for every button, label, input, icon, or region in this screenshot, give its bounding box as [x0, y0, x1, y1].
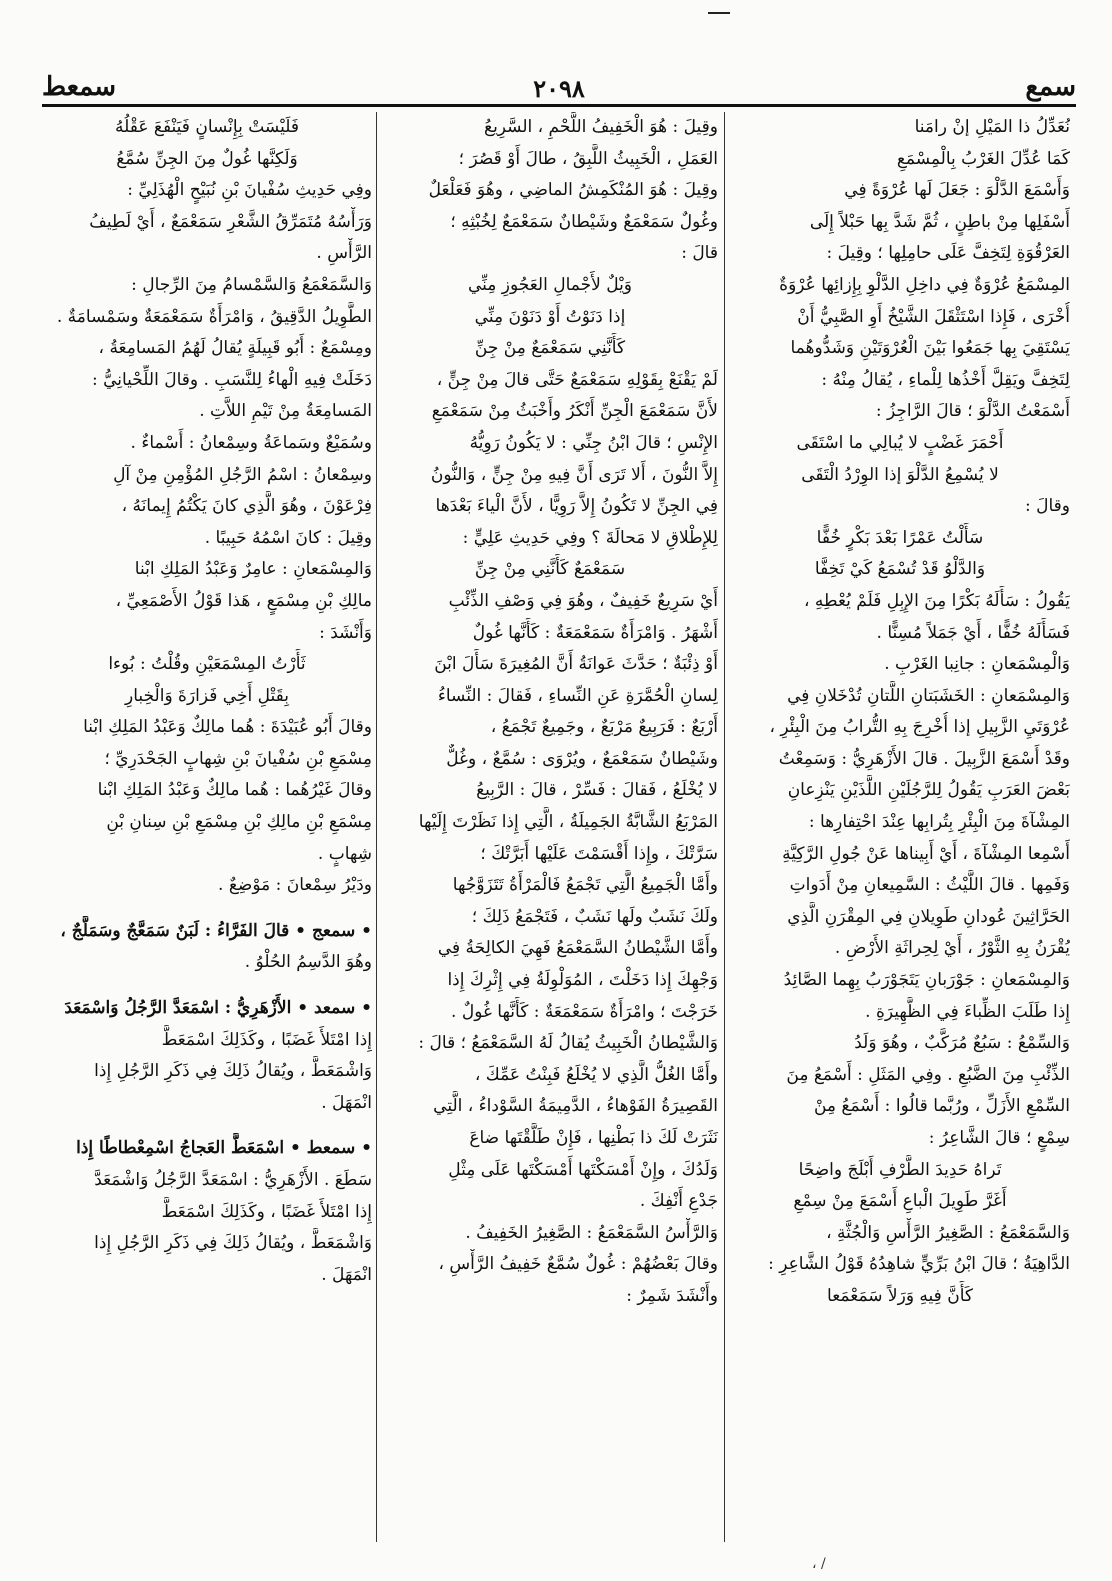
text-line: وَالسِّمْعُ : سَبُعٌ مُرَكَّبٌ ، وهُوَ وَلَدُ	[854, 1033, 1070, 1054]
text-line: العَرْقُوَةِ لِتَخِفَّ عَلَى حامِلِها ؛ وقِيلَ :	[826, 243, 1070, 264]
verse-line: وَالدَّلْوُ قَدْ تُسْمَعُ كَيْ تَخِفَّا	[814, 559, 986, 580]
text-line: العَمَلِ ، الْخَبِيثُ اللَّبِقُ ، طالَ أَوْ قَصُرَ ؛	[458, 148, 718, 169]
text-line: وقالَ غَيْرُهُما : هُما مالِكٌ وَعَبْدُ المَلِكِ ابْنا	[97, 780, 372, 801]
text-line: قالَ :	[681, 243, 718, 264]
text-line: ولَكَ نَشَبٌ ولَها نَشَبٌ ، فَتَجْمَعُ ذَلِكَ ؛	[471, 906, 718, 927]
verse-line: وَلَكِنَّها غُولٌ مِنَ الجِنِّ سُمَّعُ	[116, 148, 298, 169]
footer-mark: ، /	[812, 1556, 826, 1572]
text-line: مالِكِ بْنِ مِسْمَعٍ ، هَذا قَوْلُ الأَصْمَعِيِّ ،	[115, 590, 372, 611]
text-line: لأَنَّ سَمَعْمَعَ الْجِنِّ أَنْكَرُ وأَخْبَثُ مِنْ سَمَعْمَعِ	[431, 401, 718, 422]
header-rule	[42, 104, 1076, 107]
text-line: وَالرَّأْسُ السَّمَعْمَعُ : الصَّغِيرُ الخَفِيفُ .	[465, 1222, 718, 1243]
text-line: وقِيلَ : هُوَ المُنْكَمِشُ الماضِي ، وهُوَ فَعَلْعَلٌ	[428, 180, 718, 201]
entry-headword-line: • سمعد • الأَزْهَرِيُّ : اسْمَعَدَّ الرَّجُلُ وَاسْمَعَدَ	[64, 998, 372, 1019]
text-line: أُخْرَى ، فَإِذا اسْتَثْقَلَ الشَّيْخُ أَوِ الصَّبِيُّ أَنْ	[797, 306, 1070, 327]
verse-line: إذا دَنَوْتُ أَوْ دَنَوْنَ مِنِّي	[474, 306, 626, 327]
text-line: إِذا امْتَلأَ غَضَبًا ، وكَذَلِكَ اسْمَعَطَّ	[161, 1201, 372, 1222]
text-line: المِشْآةَ مِنَ الْبِئْرِ بِتُرابِها عِنْدَ احْتِفارِها :	[808, 812, 1070, 833]
verse-line: ثَأَرْتُ المِسْمَعَيْنِ وقُلْتُ : بُوءا	[108, 654, 306, 675]
text-line: لا يُخْلَعُ ، فَقالَ : فَسِّرْ ، قالَ : الرَّبِيعُ	[476, 780, 718, 801]
text-line: الإِنْسِ ؛ قالَ ابْنُ جِنِّي : لا يَكُونُ رَوِيُّهُ	[469, 432, 718, 453]
entry-separator	[42, 979, 372, 993]
text-line: وَالشَّيْطانُ الْخَبِيثُ يُقالُ لَهُ السَّمَعْمَعُ ؛ قالَ :	[418, 1033, 718, 1054]
text-line: ودَيْرُ سِمْعانَ : مَوْضِعٌ .	[218, 875, 372, 896]
text-line: بَعْضَ العَرَبِ يَقُولُ لِلرَّجُلَيْنِ اللَّذَيْنِ يَنْزِعانِ	[787, 780, 1070, 801]
text-line: سَرَّتْكَ ، وإِذا أَقْسَمْتَ عَلَيْها أَبَرَّتْكَ ؛	[480, 843, 718, 864]
verse-line: لا يُسْمِعُ الدَّلْوَ إذا الوِرْدُ الْتَقَى	[801, 464, 999, 485]
text-line: سَطَعَ . الأَزْهَرِيُّ : اسْمَعَدَّ الرَّجُلُ وَاشْمَعَدَّ	[94, 1170, 372, 1190]
text-line: ومِسْمَعٌ : أَبُو قَبِيلَةٍ يُقالُ لَهُمُ المَسامِعَةُ ،	[98, 338, 372, 359]
text-line: وأَنْشَدَ شَمِرٌ :	[626, 1285, 718, 1306]
text-line: وَأَسْمَعَ الدَّلْوَ : جَعَلَ لَها عُرْوَةً فِي	[844, 180, 1070, 201]
text-line: يُقْرَنُ بِهِ الثَّوْرُ ، أَيْ لِحِراثَةِ الأَرْضِ .	[834, 938, 1070, 959]
text-line: عُرْوَتَيِ الزَّبِيلِ إذا أُخْرِجَ بِهِ التُّرابُ مِنَ الْبِئْرِ ،	[769, 717, 1070, 738]
text-line: وأَمَّا الْجَمِيعُ الَّتِي تَجْمَعُ فَالْمَرْأَةُ تَتَزَوَّجُها	[452, 875, 718, 896]
text-line: وَالمِسْمَعانِ : الخَشَبَتانِ اللَّتانِ تُدْخَلانِ فِي	[787, 685, 1070, 706]
text-line: شِهابٍ .	[317, 843, 372, 864]
text-line: نُعَدِّلُ ذا المَيْلِ إنْ رامَنا	[914, 117, 1070, 137]
text-line: خَرَجْتَ ؛ وامْرَأَةٌ سَمَعْمَعَةٌ : كَأَنَّها غُولٌ .	[451, 1001, 718, 1022]
text-line: وأَمَّا الغُلُّ الَّذِي لا يُخْلَعُ فَبِنْتُ عَمِّكَ ،	[474, 1064, 718, 1085]
text-line: مِسْمَعِ بْنِ سُفْيانَ بْنِ شِهابٍ الجَحْدَرِيِّ ؛	[104, 748, 372, 769]
text-line: الرَّأْسِ .	[316, 243, 372, 264]
text-line: دَخَلَتْ فِيهِ الْهاءُ لِلنَّسَبِ . وقالَ اللِّحْيانِيُّ :	[91, 369, 372, 390]
text-line: لِتَخِفَّ ويَقِلَّ أَخْذُها لِلْماءِ ، يُقالُ مِنْهُ :	[821, 369, 1070, 390]
text-line: فَسَأَلَهُ خُفًّا ، أَيْ جَمَلاً مُسِنًّا .	[876, 622, 1070, 643]
text-line: لِلإِطْلاقِ لا مَحالَةَ ؟ وفِي حَدِيثِ عَلِيٍّ :	[462, 527, 718, 548]
headword-left: سمعط	[42, 72, 117, 102]
text-line: انْمَهَلَ .	[321, 1092, 372, 1113]
text-line: يَسْتَقِيَ بِها جَمَعُوا بَيْنَ الْعُرْوَتَيْنِ وَشَدُّوهُما	[790, 338, 1070, 359]
text-line: المِسْمَعُ عُرْوَةٌ فِي داخِلِ الدَّلْوِ بِإِزائِها عُرْوَةٌ	[779, 274, 1070, 295]
text-line: وَاشْمَعَطَّ ، ويُقالُ ذَلِكَ فِي ذَكَرِ الرَّجُلِ إِذا	[94, 1061, 372, 1082]
text-line: وقِيلَ : هُوَ الْخَفِيفُ اللَّحْمِ ، السَّرِيعُ	[484, 117, 718, 137]
entry-headword-line: • سمعط • اسْمَعَطَّ العَجاجُ اسْمِعْطاطًا إِذا	[76, 1138, 372, 1159]
text-line: وَالمِسْمَعانِ : عامِرٌ وَعَبْدُ المَلِكِ ابْنا	[134, 559, 372, 580]
text-line: وسِمْعانُ : اسْمُ الرَّجُلِ المُؤْمِنِ مِنْ آلِ	[113, 464, 372, 485]
text-line: مِسْمَعِ بْنِ مالِكِ بْنِ مِسْمَعِ بْنِ سِنانِ بْنِ	[106, 812, 372, 833]
text-line: وقالَ أَبُو عُبَيْدَةَ : هُما مالِكٌ وَعَبْدُ المَلِكِ ابْنا	[83, 717, 372, 738]
column-divider	[376, 112, 377, 1542]
text-line: نَثَرَتْ لَكَ ذا بَطْنِها ، فَإِنْ طَلَّقْتَها ضاعَ	[469, 1128, 718, 1148]
text-line: لَمْ يَقْنَعْ بِقَوْلِهِ سَمَعْمَعٌ حَتَّى قالَ مِنْ جِنٍّ ،	[436, 369, 718, 390]
text-line: وقالَ بَعْضُهُمْ : غُولٌ سُمَّعٌ خَفِيفُ الرَّأْسِ ،	[438, 1254, 718, 1275]
text-line: وَاشْمَعَطَّ ، ويُقالُ ذَلِكَ فِي ذَكَرِ الرَّجُلِ إِذا	[94, 1233, 372, 1254]
verse-line: كَأَنَّنِي سَمَعْمَعٌ مِنْ جِنِّ	[474, 338, 626, 359]
text-line: وشَيْطانٌ سَمَعْمَعٌ ، ويُرْوَى : سُمَّعٌ ، وغُلٌّ	[446, 748, 718, 769]
text-line: وَرَأْسُهُ مُتَمَرِّقُ الشَّعْرِ سَمَعْمَعٌ ، أَيْ لَطِيفُ	[89, 211, 372, 232]
text-line: الدَّاهِيَةُ ؛ قالَ ابْنُ بَرِّيٍّ شاهِدُهُ قَوْلُ الشَّاعِرِ :	[768, 1254, 1070, 1275]
column-divider	[724, 112, 725, 1542]
entry-headword-line: • سمعج • قالَ الفَرَّاءُ : لَبَنٌ سَمَعَّجٌ وسَمَلَّجٌ ،	[60, 920, 372, 941]
text-line: الحَرَّاثِينَ عُودانِ طَوِيلانِ فِي المِقْرَنِ الَّذِي	[787, 906, 1070, 927]
text-line: أَيْ سَرِيعٌ خَفِيفٌ ، وهُوَ فِي وَصْفِ الذِّئْبِ	[448, 590, 718, 611]
text-line: جَدْعِ أَنْفِكَ .	[639, 1191, 718, 1212]
text-line: وقالَ :	[1025, 496, 1070, 517]
text-line: أَوْ ذِئْبَةٌ ؛ حَدَّثَ عَوانَةُ أَنَّ المُغِيرَةَ سَأَلَ ابْنَ	[434, 654, 718, 675]
text-line: الطَّوِيلُ الدَّقِيقُ ، وَامْرَأَةٌ سَمَعْمَعَةٌ وسَمْسامَةٌ .	[56, 306, 372, 327]
text-line: أَسْفَلِها مِنْ باطِنٍ ، ثُمَّ شَدَّ بِها حَبْلاً إِلَى	[809, 211, 1070, 232]
verse-line: وَيْلٌ لأَجْمالِ العَجُوزِ مِنِّي	[467, 274, 633, 295]
page-number: ٢٠٩٨	[533, 74, 585, 103]
verse-line: سَأَلْتُ عَمْرًا بَعْدَ بَكْرٍ خُفًّا	[816, 527, 984, 548]
text-line: وغُولٌ سَمَعْمَعٌ وشَيْطانٌ سَمَعْمَعٌ لِخُبْثِهِ ؛	[450, 211, 718, 232]
text-line: فِرْعَوْنَ ، وهُوَ الَّذِي كانَ يَكْتُمُ إِيمانَهُ ،	[121, 496, 372, 517]
text-line: إِلاَّ النُّونَ ، أَلا تَرَى أَنَّ فِيهِ مِنْ جِنٍّ ، وَالنُّونُ	[430, 464, 718, 485]
column-left	[42, 112, 372, 1532]
text-line: وَفَمِها . قالَ اللَّيْثُ : السَّمِيعانِ مِنْ أَدَواتِ	[789, 875, 1070, 896]
text-line: أَرْبَعٌ : فَرَبِيعٌ مَرْبَعٌ ، وجَمِيعٌ تَجْمَعُ ،	[490, 717, 718, 738]
verse-line: فَلَيْسَتْ بِإِنْسانٍ فَيَنْفَعَ عَقْلُهُ	[115, 117, 299, 137]
text-line: وَالْمِسْمَعانِ : جانِبا الغَرْبِ .	[884, 654, 1070, 675]
text-line: وفِي حَدِيثِ سُفْيانَ بْنِ نُبَيْحٍ الْهُذَلِيِّ :	[127, 180, 372, 201]
top-dash-mark	[708, 12, 730, 14]
page-header	[42, 62, 1076, 102]
text-line: أَسْمِعا المِشْآةَ ، أَيْ أَبِيناها عَنْ جُولِ الرَّكِيَّةِ	[782, 843, 1070, 864]
text-line: أَسْمَعْتُ الدَّلْوَ ؛ قالَ الرَّاجِزُ :	[875, 401, 1070, 422]
text-line: إِذا امْتَلأَ غَضَبًا ، وكَذَلِكَ اسْمَعَطَّ	[161, 1029, 372, 1050]
entry-separator	[42, 902, 372, 916]
text-line: وَالسَّمَعْمَعُ : الصَّغِيرُ الرَّأْسِ وَالْجُثَّةِ ،	[826, 1222, 1070, 1243]
text-line: وقِيلَ : كانَ اسْمُهُ حَبِيبًا .	[204, 527, 372, 548]
text-line: يَقُولُ : سَأَلَهُ بَكْرًا مِنَ الإِبِلِ فَلَمْ يُعْطِهِ ،	[804, 590, 1070, 611]
text-line: القَصِيرَةُ الفَوْهاءُ ، الدَّمِيمَةُ السَّوْداءُ ، الَّتِي	[433, 1096, 718, 1117]
text-line: وَالسَّمَعْمَعُ وَالسَّمْسامُ مِنَ الرِّجالِ :	[131, 274, 372, 295]
verse-line: سَمَعْمَعٌ كَأَنَّنِي مِنْ جِنِّ	[474, 559, 626, 580]
text-line: سِمْعٍ ؛ قالَ الشَّاعِرُ :	[928, 1128, 1070, 1148]
text-line: المَسامِعَةُ مِنْ تَيْمِ اللاَّتِ .	[199, 401, 372, 422]
verse-line: أَحْمَرَ غَضْبٍ لا يُبالِي ما اسْتَقَى	[796, 432, 1004, 453]
text-line: إِذا طَلَبَ الظِّباءَ فِي الظَّهِيرَةِ .	[865, 1001, 1070, 1022]
text-line: السِّمْعِ الأَزَلِّ ، ورُبَّما قالُوا : أَسْمَعُ مِنْ	[813, 1096, 1070, 1117]
text-line: المَرْبَعُ الشَّابَّةُ الجَمِيلَةُ ، الَّتِي إِذا نَظَرْتَ إِلَيْها	[418, 812, 718, 833]
text-line: لِسانِ الْحُمَّرَةِ عَنِ النِّساءِ ، فَقالَ : النِّساءُ	[437, 685, 718, 706]
verse-line: كَأَنَّ فِيهِ وَرَلاً سَمَعْمَعا	[827, 1285, 973, 1306]
verse-line: بِقَتْلِ أَخِي فَزارَةَ وَالْخِبارِ	[125, 685, 289, 706]
text-line: وسُمَيْعٌ وسَماعَةُ وسِمْعانُ : أَسْماءٌ .	[130, 432, 372, 453]
text-line: انْمَهَلَ .	[321, 1264, 372, 1285]
text-line: وَالمِسْمَعانِ : جَوْرَبانِ يَتَجَوْرَبُ بِهِما الصَّائِدُ	[783, 970, 1070, 991]
text-line: وقَدْ أَسْمَعَ الزَّبِيلَ . قالَ الأَزْهَرِيُّ : وَسَمِعْتُ	[778, 748, 1070, 769]
headword-right: سمع	[1025, 72, 1076, 102]
text-line: وأَمَّا الشَّيْطانُ السَّمَعْمَعُ فَهِيَ الكالِحَةُ فِي	[437, 938, 718, 959]
column-middle	[382, 112, 718, 1532]
text-line: كَمَا عُدِّلَ الغَرْبُ بِالْمِسْمَعِ	[896, 148, 1070, 169]
text-line: فِي الجِنِّ لا تَكُونُ إِلاَّ رَوِيًّا ، لأَنَّ الْياءَ بَعْدَها	[435, 496, 718, 517]
entry-separator	[42, 1119, 372, 1133]
column-right	[730, 112, 1070, 1532]
verse-line: تَراهُ حَدِيدَ الطَّرْفِ أَبْلَجَ واضِحًا	[798, 1159, 1002, 1180]
text-line: وَأَنْشَدَ :	[319, 622, 372, 643]
text-line: الذِّئْبِ مِنَ الضَّبُعِ . وفِي المَثَلِ : أَسْمَعُ مِنَ	[786, 1064, 1070, 1085]
text-line: وَلَدُكَ ، وإِنْ أَمْسَكْتَها أَمْسَكْتَها عَلَى مِثْلِ	[448, 1159, 718, 1180]
verse-line: أَغَرَّ طَوِيلَ الْباعِ أَسْمَعَ مِنْ سِمْعِ	[793, 1191, 1007, 1212]
text-line: أَشْهَرُ . وَامْرَأَةٌ سَمَعْمَعَةٌ : كَأَنَّها غُولٌ	[472, 622, 718, 643]
text-line: وَجْهِكَ إِذا دَخَلْتَ ، المُوَلْوِلَةُ فِي إِثْرِكَ إِذا	[447, 970, 718, 991]
text-line: وهُوَ الدَّسِمُ الحُلْوُ .	[244, 952, 372, 973]
